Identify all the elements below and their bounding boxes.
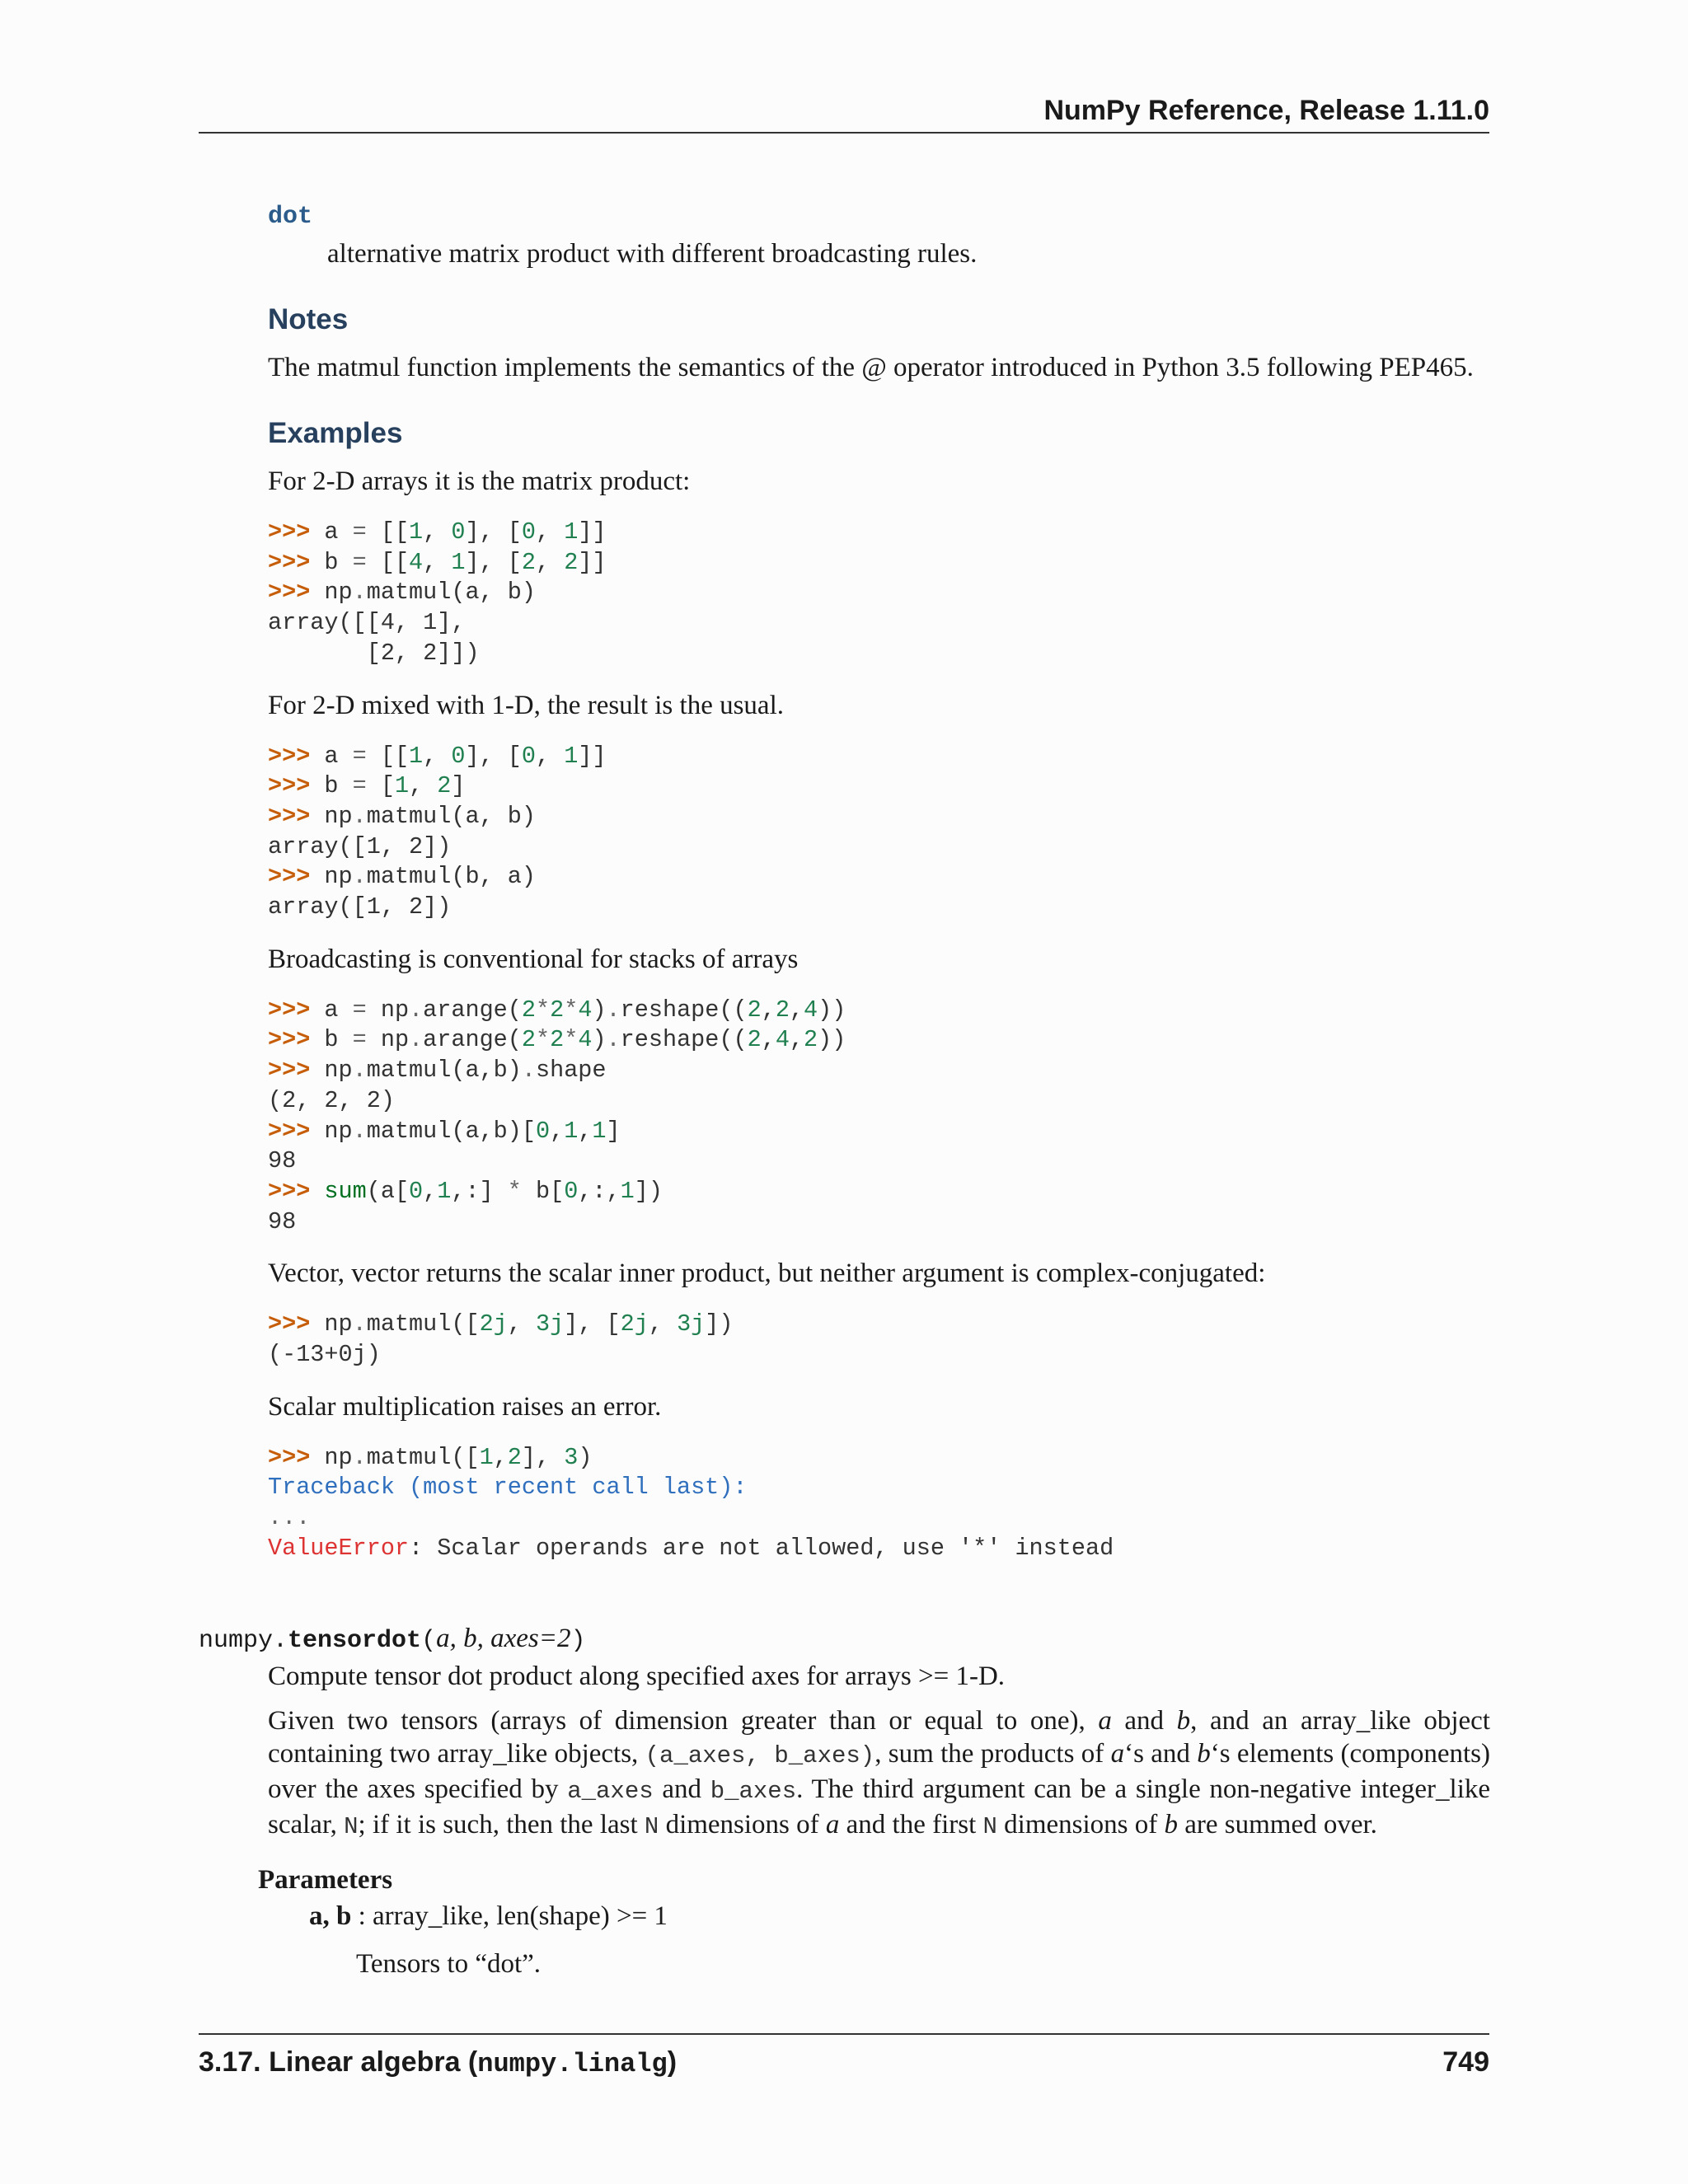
example-intro-2d: For 2-D arrays it is the matrix product: [268, 466, 691, 496]
sig-module: numpy. [199, 1627, 288, 1655]
tensordot-body [268, 1660, 1490, 1844]
code-output: (2, 2, 2) [268, 1086, 395, 1114]
param-name: a, b [309, 1901, 352, 1931]
page-header [199, 92, 1489, 134]
example-intro-vector: Vector, vector returns the scalar inner product, but neither argument is complex-conjugated: [268, 1258, 1266, 1289]
code-block-2d: >>> a = [[1, 0], [0, 1]] >>> b = [[4, 1], [2, 2]] >>> np.matmul(a, b) array([[4, 1], [2, 2]]) [268, 518, 607, 667]
sig-function-name: tensordot [288, 1627, 422, 1655]
code-block-mixed: >>> a = [[1, 0], [0, 1]] >>> b = [1, 2] >>> np.matmul(a, b) array([1, 2]) >>> np.matmul(b, a) array([1, 2]) [268, 742, 607, 921]
code-output: array([[4, 1], [2, 2]]) [268, 609, 480, 667]
see-also-description: alternative matrix product with different broadcasting rules. [327, 239, 978, 269]
tensordot-section [199, 1619, 1490, 1982]
parameters-heading: Parameters [258, 1865, 393, 1895]
notes-text: The matmul function implements the semantics of the @ operator introduced in Python 3.5 following PEP465. [268, 353, 1474, 382]
code-block-vector: >>> np.matmul([2j, 3j], [2j, 3j]) (-13+0j) [268, 1310, 734, 1369]
code-output: array([1, 2]) [268, 832, 452, 860]
traceback-ellipsis: ... [268, 1504, 311, 1532]
code-output: array([1, 2]) [268, 893, 452, 921]
notes-heading: Notes [268, 303, 349, 335]
footer-section: 3.17. Linear algebra (numpy.linalg) [199, 2046, 678, 2079]
examples-heading: Examples [268, 417, 403, 449]
tensordot-signature: numpy.tensordot(a, b, axes=2) [199, 1624, 586, 1655]
page-number: 749 [1442, 2046, 1489, 2078]
param-a-b [309, 1898, 1490, 1934]
example-intro-mixed: For 2-D mixed with 1-D, the result is the usual. [268, 690, 785, 720]
see-also-entry [268, 198, 1490, 272]
header-title: NumPy Reference, Release 1.11.0 [1043, 95, 1489, 126]
code-block-broadcast: >>> a = np.arange(2*2*4).reshape((2,2,4)) >>> b = np.arange(2*2*4).reshape((2,4,2)) >>> np.matmul(a,b).shape (2, 2, 2) >>> np.matmul(a,b)[0,1,1] 98 >>> sum(a[0,1,:] * b[0,:,1]) 98 [268, 996, 846, 1235]
code-block-scalar: >>> np.matmul([1,2], 3) Traceback (most recent call last): ... ValueError: Scalar operands are not allowed, use '*' instead [268, 1443, 1114, 1562]
page-footer [199, 2033, 1489, 2082]
tensordot-summary: Compute tensor dot product along specified axes for arrays >= 1-D. [268, 1661, 1006, 1691]
code-output: 98 [268, 1147, 297, 1175]
code-output: (-13+0j) [268, 1341, 381, 1369]
see-also-dot-link[interactable]: dot [268, 203, 313, 231]
code-output: 98 [268, 1207, 297, 1235]
tensordot-description: Given two tensors (arrays of dimension greater than or equal to one), a and b, and an array_like object containing two array_like objects, (a_axes, b_axes), sum the products of a‘s and b‘s elements (components) over the axes specified by a_axes and b_axes. The third argument can be a single non-negative integer_like scalar, N; if it is such, then the last N dimensions of a and the first N dimensions of b are summed over. [268, 1706, 1491, 1840]
param-type: : array_like, len(shape) >= 1 [351, 1901, 668, 1931]
example-intro-broadcast: Broadcasting is conventional for stacks of arrays [268, 944, 799, 974]
main-content [268, 198, 1490, 1564]
error-message: : Scalar operands are not allowed, use '*' instead [409, 1534, 1114, 1562]
sig-args: a, b, axes=2 [436, 1624, 571, 1653]
traceback-line: Traceback (most recent call last): [268, 1474, 748, 1502]
example-intro-scalar: Scalar multiplication raises an error. [268, 1391, 662, 1422]
param-description: Tensors to “dot”. [356, 1949, 542, 1979]
error-name: ValueError [268, 1534, 410, 1562]
